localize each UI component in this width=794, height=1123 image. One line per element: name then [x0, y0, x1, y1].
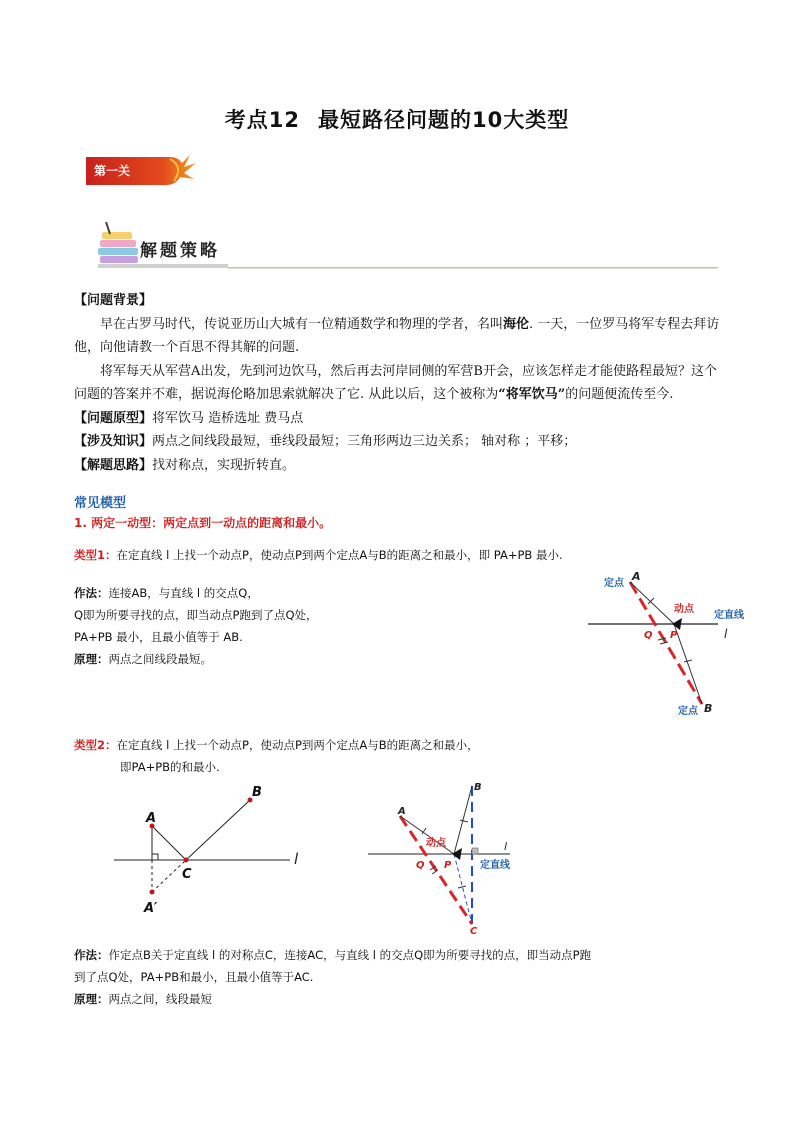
title-part1: 考点12 [224, 108, 300, 132]
type1-text: 在定直线 l 上找一个动点P，使动点P到两个定点A与B的距离之和最小，即 PA+PB 最小. [116, 548, 563, 562]
fig3-label-C: C [470, 926, 478, 936]
type2-principle-label: 原理： [74, 992, 109, 1006]
type2-method-line1: 作定点B关于定直线 l 的对称点C，连接AC，与直线 l 的交点Q即为所要寻找的点，即当动点P跑 [108, 948, 592, 962]
fig3-tick-2 [460, 820, 468, 822]
type1-principle-label: 原理： [74, 652, 109, 666]
fig3-label-moving-point: 动点 [426, 838, 446, 849]
models-subheading-1: 1. 两定一动型：两定点到一动点的距离和最小。 [74, 516, 332, 530]
idea-line [74, 454, 722, 478]
type1-principle-text: 两点之间线段最短。 [108, 652, 212, 666]
fig3-arrow-icon [452, 848, 462, 860]
fig2-label-B: B [252, 785, 262, 800]
fig1-label-P: P [670, 630, 678, 641]
fig2-label-C: C [182, 867, 192, 882]
title-part2: 最短路径问题的10大类型 [318, 108, 570, 132]
models-heading: 常见模型 [74, 496, 127, 511]
fig1-label-fixed-point-top: 定点 [604, 578, 624, 589]
type2-text1: 在定直线 l 上找一个动点P，使动点P到两个定点A与B的距离之和最小， [116, 738, 479, 752]
type2-label: 类型2： [74, 738, 117, 752]
type2-principle-text: 两点之间，线段最短 [108, 992, 212, 1006]
prototype-line [74, 407, 722, 431]
type1-method-label: 作法： [74, 586, 109, 600]
background-paragraph-1 [74, 313, 722, 360]
p2-text-a: 将军每天从军营A出发，先到河边饮马，然后再去河岸同侧的军营B开会，应该怎样走才能使路程最短？这个问题的答案并不难，据说海伦略加思索就解决了它. 从此以后，这个被称为 [74, 363, 717, 402]
fig3-right-angle [472, 848, 478, 854]
fig3-label-P: P [444, 860, 452, 871]
page-title [0, 104, 794, 134]
fig3-label-B: B [474, 782, 482, 793]
p1-text-b: . 一天，一位罗马将军专程去拜访他，向他请教一个百思不得其解的问题. [74, 316, 720, 355]
fig1-label-moving-point: 动点 [674, 604, 694, 615]
knowledge-text: 两点之间线段最短，垂线段最短；三角形两边三边关系； 轴对称 ；平移； [152, 434, 577, 449]
fig1-label-A: A [632, 570, 641, 583]
banner-label: 第一关 [94, 164, 131, 178]
type2-method-line2: 到了点Q处，PA+PB和最小，且最小值等于AC. [74, 970, 314, 984]
fig2-point-C [184, 858, 189, 863]
fig2-point-Aprime [150, 890, 155, 895]
fig2-label-A: A [146, 811, 157, 826]
prototype-label: 【问题原型】 [74, 410, 153, 426]
type1-statement [74, 544, 734, 566]
strategy-header [96, 220, 721, 270]
fig3-tick-3 [458, 886, 466, 888]
fig3-segment-PB [454, 786, 472, 854]
fig3-label-l: l [504, 840, 508, 853]
fig2-segment-AprimeC [152, 860, 186, 892]
fig3-segment-AC [400, 816, 472, 924]
background-section [74, 289, 722, 477]
p2-quote: “将军饮马” [498, 387, 566, 402]
fig1-label-fixed-point-bottom: 定点 [678, 706, 698, 717]
type1-method-line3: PA+PB 最小，且最小值等于 AB. [74, 630, 243, 644]
type2-statement [74, 734, 734, 778]
p1-name: 海伦 [503, 316, 530, 332]
fig2-segment-AC [152, 826, 186, 860]
knowledge-line [74, 430, 722, 454]
fig1-label-B: B [704, 702, 713, 715]
fig1-label-l: l [724, 627, 728, 641]
type1-method [74, 582, 514, 670]
background-heading: 【问题背景】 [74, 293, 153, 308]
fig3-label-A: A [398, 806, 406, 817]
fig1-tick-2 [684, 660, 692, 662]
fig1-label-fixed-line: 定直线 [714, 610, 744, 621]
fig2-label-Aprime: A′ [144, 901, 158, 916]
fig2-right-angle [152, 854, 158, 860]
idea-label: 【解题思路】 [74, 457, 153, 473]
fig2-segment-CB [186, 800, 250, 860]
fig3-label-fixed-line: 定直线 [480, 860, 510, 871]
figure-2 [110, 778, 310, 918]
type2-text2: 即PA+PB的和最小. [120, 760, 220, 774]
fig2-label-l: l [294, 850, 299, 868]
background-paragraph-2 [74, 360, 722, 407]
type1-method-line2: Q即为所要寻找的点，即当动点P跑到了点Q处， [74, 608, 318, 622]
type1-label: 类型1： [74, 548, 117, 562]
strategy-label: 解题策略 [140, 241, 220, 261]
fig3-label-Q: Q [416, 860, 425, 871]
idea-text: 找对称点，实现折转直。 [152, 457, 296, 473]
p1-text-a: 早在古罗马时代，传说亚历山大城有一位精通数学和物理的学者，名叫 [100, 316, 504, 332]
fig3-segment-PC [454, 854, 472, 924]
figure-1 [584, 566, 754, 720]
fig1-label-Q: Q [644, 630, 653, 641]
type1-method-line1: 连接AB，与直线 l 的交点Q， [108, 586, 259, 600]
figure-3 [364, 776, 534, 936]
fig1-arrow-icon [672, 618, 682, 630]
type2-method [74, 944, 734, 1010]
fig1-tick-1 [648, 598, 654, 604]
knowledge-label: 【涉及知识】 [74, 434, 153, 449]
level-banner [86, 153, 196, 189]
type2-method-label: 作法： [74, 948, 109, 962]
p2-text-b: 的问题便流传至今. [565, 387, 674, 402]
prototype-text: 将军饮马 造桥选址 费马点 [152, 410, 304, 426]
